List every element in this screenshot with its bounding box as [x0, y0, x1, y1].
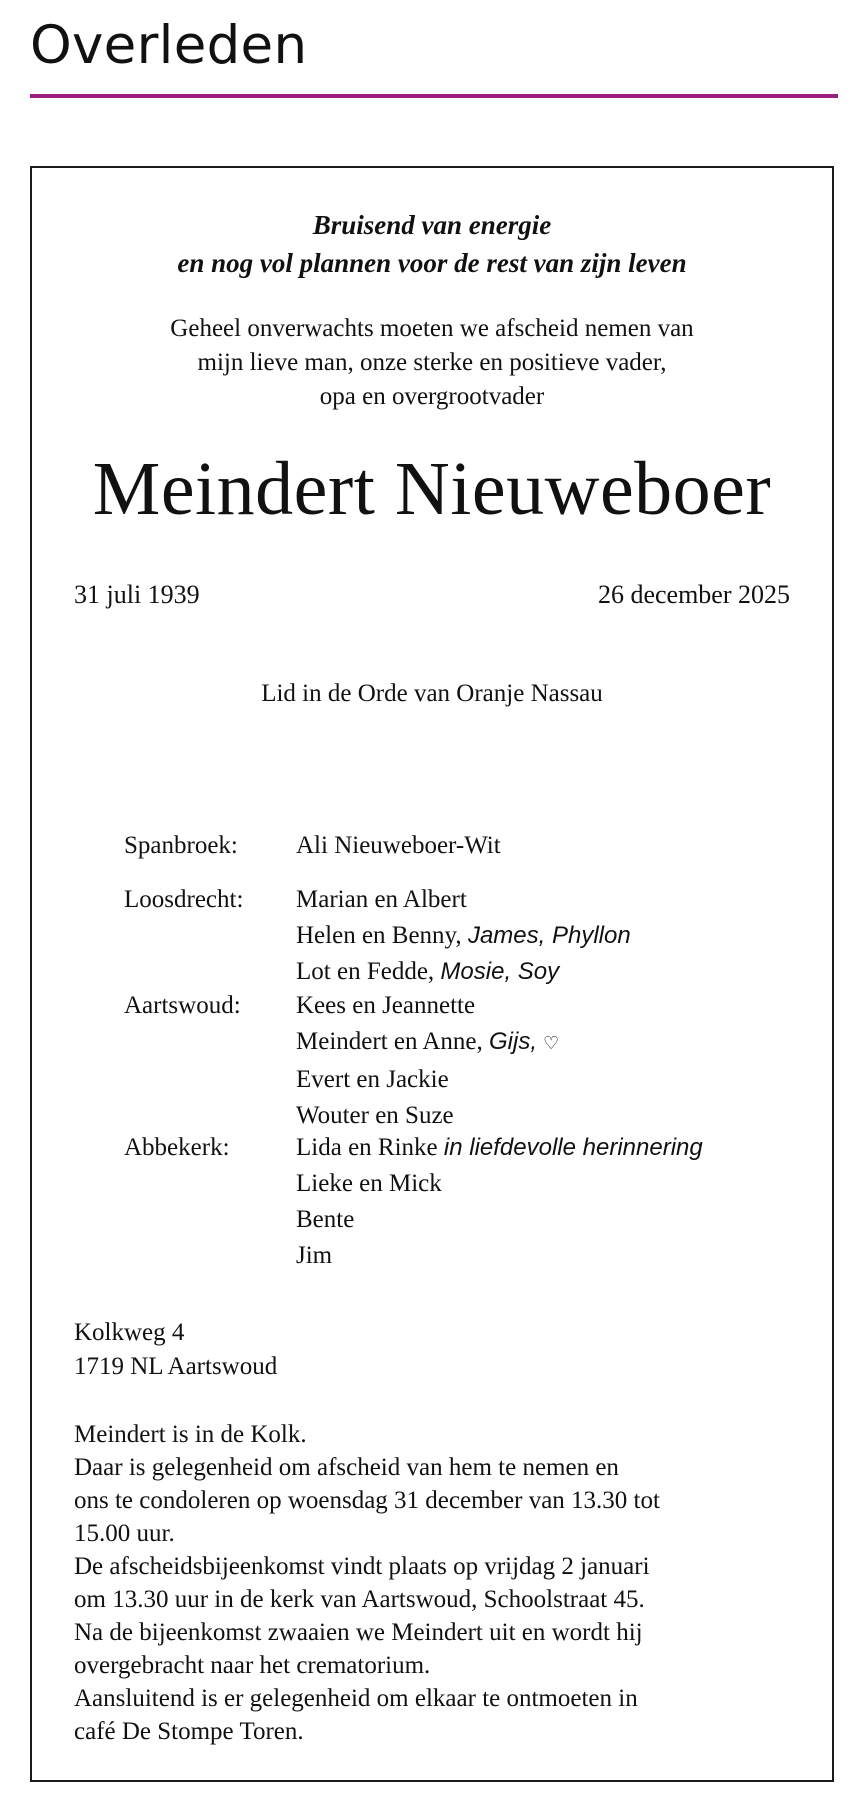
family-members: [296, 1130, 703, 1274]
motto-line: en nog vol plannen voor de rest van zijn leven: [177, 248, 687, 278]
family-member-line: [296, 954, 631, 990]
arrangements-text: [74, 1418, 660, 1748]
family-member-line: [296, 1024, 559, 1062]
family-member-names: Marian en Albert: [296, 886, 467, 913]
family-member-line: [296, 882, 631, 918]
family-member-names: Wouter en Suze: [296, 1102, 454, 1129]
arrangements-line: om 13.30 uur in de kerk van Aartswoud, Schoolstraat 45.: [74, 1586, 645, 1613]
family-member-names: Ali Nieuweboer-Wit: [296, 832, 501, 859]
arrangements-line: Meindert is in de Kolk.: [74, 1421, 307, 1448]
family-member-italic: James, Phyllon: [467, 922, 631, 949]
family-member-line: [296, 1166, 703, 1202]
family-members: [296, 828, 501, 864]
arrangements-line: De afscheidsbijeenkomst vindt plaats op vrijdag 2 januari: [74, 1553, 650, 1580]
family-member-line: [296, 1202, 703, 1238]
family-place: Aartswoud:: [124, 992, 241, 1019]
arrangements-line: Daar is gelegenheid om afscheid van hem te nemen en: [74, 1454, 619, 1481]
family-member-names: Bente: [296, 1206, 355, 1233]
intro-text: [32, 312, 832, 414]
heart-icon: ♡: [543, 1033, 560, 1054]
obituary-notice: [30, 166, 834, 1782]
family-member-line: [296, 1098, 559, 1134]
family-member-names: Lida en Rinke: [296, 1134, 444, 1161]
family-member-names: Evert en Jackie: [296, 1066, 449, 1093]
honor-text: Lid in de Orde van Oranje Nassau: [261, 680, 603, 707]
family-members: [296, 988, 559, 1134]
birth-date: 31 juli 1939: [74, 580, 200, 609]
address-line: 1719 NL Aartswoud: [74, 1353, 278, 1380]
family-member-names: Jim: [296, 1242, 333, 1269]
arrangements-line: ons te condoleren op woensdag 31 december van 13.30 tot: [74, 1487, 660, 1514]
arrangements-line: café De Stompe Toren.: [74, 1718, 304, 1745]
family-member-italic: Mosie, Soy: [440, 958, 560, 985]
family-member-names: Lieke en Mick: [296, 1170, 442, 1197]
family-place: Loosdrecht:: [124, 886, 244, 913]
family-member-italic: in liefdevolle herinnering: [443, 1134, 703, 1161]
arrangements-line: 15.00 uur.: [74, 1520, 175, 1547]
family-member-line: [296, 828, 501, 864]
family-members: [296, 882, 631, 990]
intro-line: opa en overgrootvader: [319, 383, 545, 410]
intro-line: Geheel onverwachts moeten we afscheid nemen van: [170, 315, 694, 342]
intro-line: mijn lieve man, onze sterke en positieve vader,: [197, 349, 667, 376]
family-member-line: [296, 918, 631, 954]
family-place: Abbekerk:: [124, 1134, 230, 1161]
family-member-line: [296, 1238, 703, 1274]
motto-line: Bruisend van energie: [312, 210, 552, 240]
family-member-names: Lot en Fedde,: [296, 958, 441, 985]
family-member-names: Kees en Jeannette: [296, 992, 476, 1019]
family-member-line: [296, 988, 559, 1024]
death-date: 26 december 2025: [597, 580, 790, 609]
address-line: Kolkweg 4: [74, 1319, 185, 1346]
deceased-name: Meindert Nieuweboer: [92, 447, 772, 531]
heading-divider: [30, 94, 838, 98]
family-place: Spanbroek:: [124, 832, 238, 859]
arrangements-line: Na de bijeenkomst zwaaien we Meindert uit en wordt hij: [74, 1619, 643, 1646]
family-member-italic: Gijs,: [489, 1028, 538, 1055]
motto: [32, 206, 832, 282]
family-member-names: Meindert en Anne,: [296, 1028, 490, 1055]
address: [74, 1316, 277, 1384]
family-member-names: Helen en Benny,: [296, 922, 468, 949]
arrangements-line: overgebracht naar het crematorium.: [74, 1652, 431, 1679]
arrangements-line: Aansluitend is er gelegenheid om elkaar te ontmoeten in: [74, 1685, 638, 1712]
family-member-line: [296, 1130, 703, 1166]
family-member-line: [296, 1062, 559, 1098]
page-title: Overleden: [30, 15, 308, 76]
